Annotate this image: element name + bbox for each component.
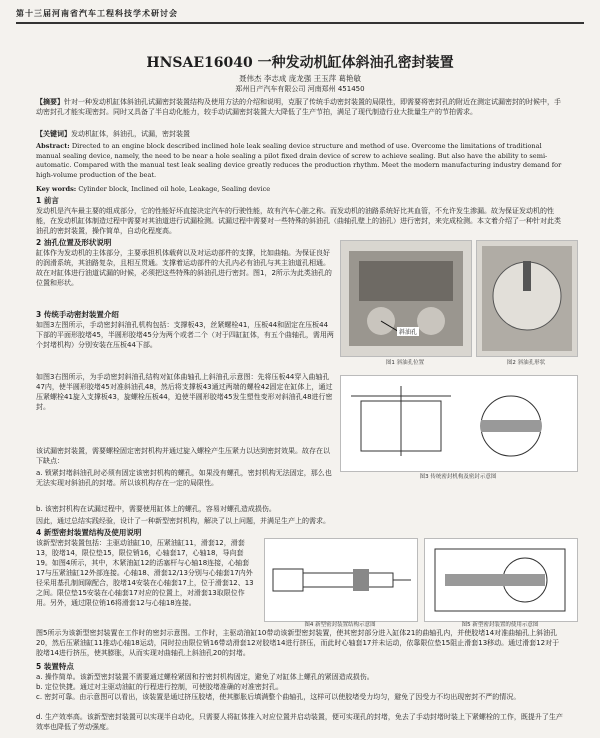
abstract-en (36, 142, 566, 180)
traditional-seal-drawing (341, 376, 577, 471)
engine-block-drawing (341, 241, 471, 356)
section-3-text2: 如图3右图所示，为手动密封斜油孔结构对缸体曲轴孔上斜油孔示意图：先将压板44穿入曲轴孔47内，使半圆形胶堵45对准斜油孔48，然后将支撑板43通过两端的螺栓42固定在缸体上，通过压紧螺栓41旋入支撑板43，旋螺栓压板44，迫使半圆形胶堵45发生塑性变形对斜油孔48进行密封。 (36, 373, 333, 411)
paper-title: HNSAE16040 一种发动机缸体斜油孔密封装置 (146, 55, 454, 71)
figure-3-drawing (340, 375, 578, 472)
keywords-cn-label: 【关键词】 (36, 130, 71, 138)
section-5-item-a: a. 操作简单。该新型密封装置不需要通过螺栓紧固和拧密封机构固定，避免了对缸体上螺孔的紧固造成损伤。 (36, 673, 374, 681)
keywords-en-text: Cylinder block, Inclined oil hole, Leakage, Sealing device (78, 185, 271, 193)
conference-header: 第十三届河南省汽车工程科技学术研讨会 (16, 9, 178, 18)
section-5-title: 5 装置特点 (36, 662, 74, 671)
figure-1-caption: 图1 斜油孔位置 (385, 360, 425, 366)
header-rule (16, 22, 584, 24)
section-5-item-b: b. 定位快捷。通过对主驱动油缸的行程进行控制，可使胶堵准确的对准密封孔。 (36, 683, 283, 691)
authors: 聂伟杰 李志成 庞龙强 王玉萍 葛艳敏 (238, 74, 362, 83)
keywords-en (36, 184, 566, 194)
section-1-text: 发动机是汽车最主要的组成部分，它的性能好坏直接决定汽车的行驶性能，故有汽车心脏之称。而发动机的油路系统好比其血管，不允许发生渗漏。故为保证发动机的性能，在发动机缸体制造过程中需要对其油道进行试漏检测。试漏过程中需要对一些特殊的斜油孔（曲轴孔壁上的油孔）进行密封，来完成检测。本文着介绍了一种针对此类油孔的密封装置，操作简单，自动化程度高。 (36, 207, 561, 235)
section-2-title: 2 油孔位置及形状说明 (36, 238, 112, 247)
figure-4-caption: 图4 新型密封装置结构示意图 (304, 622, 376, 628)
figure-1-label: 斜油孔 (399, 329, 418, 336)
section-5-item-d: d. 生产效率高。该新型密封装置可以实现半自动化，只需要人将缸体推入对应位置并启动装置，便可实现孔的封堵，免去了手动封堵时装上下紧螺栓的工作，既提升了生产效率也降低了劳动强度。 (36, 713, 563, 731)
section-3-item-c: 因此，通过总结实践经验，设计了一种新型密封机构，解决了以上问题，并满足生产上的需求。 (36, 517, 330, 525)
section-3-text1: 如图3左图所示，手动密封斜油孔机构包括：支撑板43，丝紧螺栓41，压板44和固定在压板44下部的平面形胶堵45，半圆形胶堵45分为两个或者二个（对于四缸缸体，有五个曲轴孔，需用两个封堵机构）分别安装在压板44下部。 (36, 321, 334, 349)
abstract-cn (36, 97, 566, 117)
section-3-item-a: a. 锁紧封堵斜油孔时必须有固定该密封机构的螺孔，如果没有螺孔，密封机构无法固定，那么也无法实现对斜油孔的封堵。所以该机构存在一定的局限性。 (36, 469, 332, 487)
section-3-title: 3 传统手动密封装置介绍 (36, 310, 119, 319)
section-3-text3: 该试漏密封装置，需要螺栓固定密封机构并通过旋入螺栓产生压紧力以达到密封效果。故存在以下缺点： (36, 447, 330, 465)
figure-1-photo (340, 240, 472, 357)
figure-5-drawing (424, 538, 578, 622)
new-seal-usage-drawing (425, 539, 577, 621)
figure-4-drawing (264, 538, 418, 622)
section-3-item-b: b. 该密封机构在试漏过程中，需要使用缸体上的螺孔，容易对螺孔造成损伤。 (36, 505, 276, 513)
figure-2-caption: 图2 斜油孔形状 (506, 360, 546, 366)
figure-5-caption: 图5 新型密封装置的使用示意图 (461, 622, 539, 628)
figure-3-caption: 图3 传统密封机构及密封示意图 (419, 474, 497, 480)
section-2-text: 缸体作为发动机的主体部分，主要承担机体载荷以及对运动部件的支撑，比如曲轴。为保证良好的润滑系统，其油路复杂，且相互贯通。支撑着运动部件的大孔内必有油孔与其主油道孔相通。故在对缸体进行油道试漏的时候，必须把这些特殊的斜油孔进行密封。图1，2所示为此类油孔的位置和形状。 (36, 249, 332, 287)
figure-2-photo (476, 240, 578, 357)
section-1-title: 1 前言 (36, 196, 59, 205)
keywords-cn-text: 发动机缸体，斜油孔，试漏，密封装置 (71, 130, 190, 138)
section-5-item-c: c. 密封可靠。由示意图可以看出，该装置是通过挤压胶堵，使其膨胀后填满整个曲轴孔，这样可以使胶堵受力均匀，避免了因受力不均出现密封不严的情况。 (36, 693, 521, 701)
abstract-en-label: Abstract: (36, 142, 70, 150)
section-4-title: 4 新型密封装置结构及使用说明 (36, 528, 142, 537)
section-4-text1: 该新型密封装置包括：主驱动油缸10，压紧油缸11，滑套12，滑套13，胶堵14，限位垫15，限位销16，心轴套17，心轴18，导向套19。如图4所示，其中，木紧油缸12的活塞杆与心轴18连接，心轴套17与压紧油缸12外部连接。心轴18、滑套12/13分别与心轴套17内外径采用基孔制间隙配合，胶堵14安装在心轴套17上，位于滑套12、13之间。限位垫15安装在心轴套17对应的位置上，对滑套13取限位作用。另外，通过限位销16将滑套12与心轴18连接。 (36, 539, 254, 607)
abstract-cn-label: 【摘要】 (36, 98, 64, 106)
keywords-en-label: Key words: (36, 185, 77, 193)
new-seal-structure-drawing (265, 539, 417, 621)
abstract-cn-text: 针对一种发动机缸体斜油孔试漏密封装置结构及使用方法的介绍和说明，克服了传统手动密封装置的局限性，即需要将密封孔的附近在测定试漏密封的时候中，手动密封孔才能实现密封。同时又具备了半自动化能力，较手动试漏密封装置大大降低了生产节拍，满足了现代制造行业大批量生产的节拍需求。 (36, 98, 561, 116)
abstract-en-text: Directed to an engine block described inclined hole leak sealing device structure and method of use. Overcome the limitations of traditional manual sealing device, namely, the need to be near a hole sealing a pilot fixed drain device of screw to achieve sealing. But also have the ability to semi-automatic. Compared with the manual test leak sealing device greatly reduces the production rhythm. Meet the modern manufacturing industry demand for high-volume production of the beat. (36, 142, 562, 179)
affiliation: 郑州日产汽车有限公司 河南郑州 451450 (235, 85, 365, 93)
section-4-text2: 图5所示为该新型密封装置在工作时的密封示意图。工作时，主驱动油缸10带动该新型密封装置，使其密封部分进入缸体21的曲轴孔内，并使胶堵14对准曲轴孔上斜油孔20，然后压紧油缸11推动心轴18运动，同时拉由限位销16带动滑套12对胶堵14进行挤压，而此时心轴套17并未运动，依靠限位垫15阻止滑套13移动。通过滑套12对于胶堵14进行挤压，使其膨胀，从而实现对曲轴孔上斜油孔20的封堵。 (36, 629, 560, 657)
keywords-cn (36, 129, 566, 139)
oil-hole-drawing (477, 241, 577, 356)
